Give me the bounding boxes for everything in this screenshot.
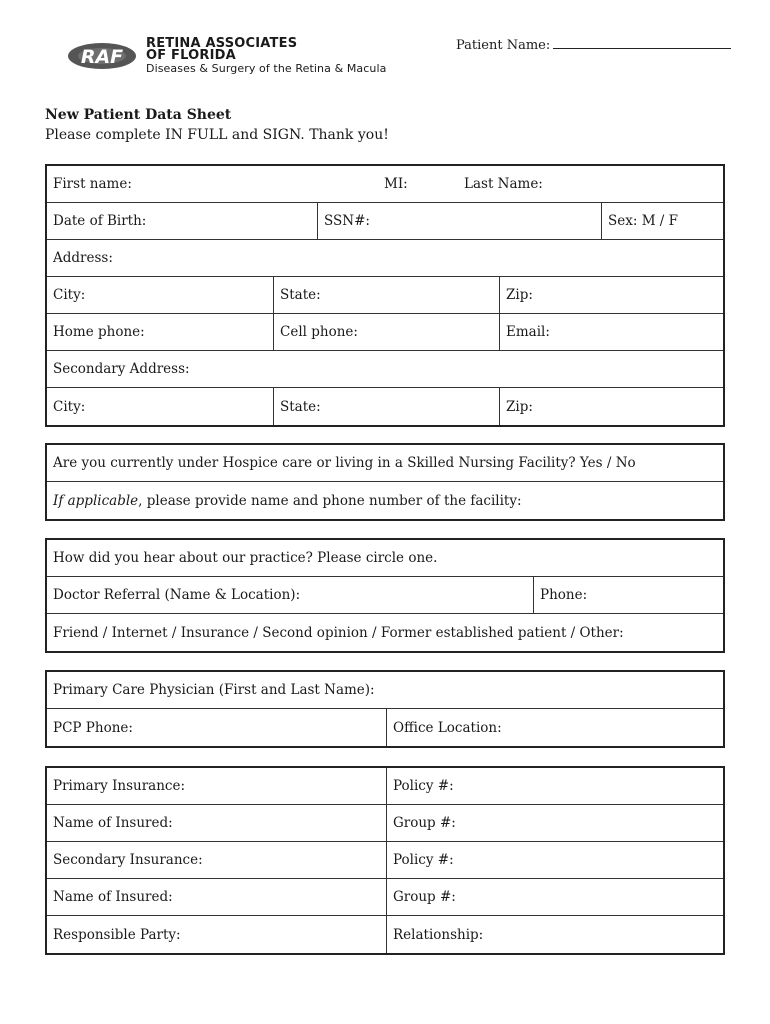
practice-logo bbox=[66, 36, 426, 80]
pcp-name-row bbox=[47, 672, 723, 709]
responsible-party-field[interactable]: Responsible Party: bbox=[53, 926, 181, 943]
pcp-phone-field[interactable]: PCP Phone: bbox=[53, 719, 133, 736]
relationship-field[interactable]: Relationship: bbox=[386, 916, 723, 953]
patient-name-line[interactable] bbox=[553, 37, 731, 49]
hospice-question-row bbox=[47, 445, 723, 482]
name-row bbox=[47, 166, 723, 203]
form-title: New Patient Data Sheet bbox=[45, 107, 232, 123]
pcp-section bbox=[45, 670, 725, 748]
referral-question-row bbox=[47, 540, 723, 577]
email-field[interactable]: Email: bbox=[499, 314, 723, 350]
hospice-section bbox=[45, 443, 725, 521]
last-name-field[interactable]: Last Name: bbox=[464, 176, 543, 192]
secondary-group-field[interactable]: Group #: bbox=[386, 879, 723, 915]
primary-insurance-field[interactable]: Primary Insurance: bbox=[53, 778, 186, 794]
if-applicable-text: If applicable bbox=[53, 492, 139, 509]
facility-row bbox=[47, 482, 723, 519]
state-field[interactable]: State: bbox=[273, 277, 499, 313]
referral-section bbox=[45, 538, 725, 653]
dob-row bbox=[47, 203, 723, 240]
secondary-address-row bbox=[47, 351, 723, 388]
facility-prompt: , please provide name and phone number of the facility: bbox=[138, 492, 522, 509]
primary-group-field[interactable]: Group #: bbox=[386, 805, 723, 841]
demographics-section bbox=[45, 164, 725, 427]
doctor-referral-field[interactable]: Doctor Referral (Name & Location): bbox=[53, 587, 301, 603]
form-subtitle: Please complete IN FULL and SIGN. Thank you! bbox=[45, 127, 389, 143]
referral-options[interactable]: Friend / Internet / Insurance / Second opinion / Former established patient / Other: bbox=[53, 624, 624, 641]
hospice-question[interactable]: Are you currently under Hospice care or living in a Skilled Nursing Facility? Yes / No bbox=[53, 455, 636, 471]
primary-insured-field[interactable]: Name of Insured: bbox=[53, 815, 173, 831]
insurance-section bbox=[45, 766, 725, 955]
address-row bbox=[47, 240, 723, 277]
primary-insurance-row bbox=[47, 768, 723, 805]
primary-policy-field[interactable]: Policy #: bbox=[386, 768, 723, 804]
raf-logo-icon bbox=[66, 36, 138, 76]
zip-field[interactable]: Zip: bbox=[499, 277, 723, 313]
secondary-insured-field[interactable]: Name of Insured: bbox=[53, 889, 173, 905]
patient-name-field[interactable] bbox=[456, 37, 731, 53]
logo-tagline: Diseases & Surgery of the Retina & Macula bbox=[146, 62, 387, 75]
cell-phone-field[interactable]: Cell phone: bbox=[273, 314, 499, 350]
sex-field[interactable]: Sex: M / F bbox=[601, 203, 723, 239]
pcp-phone-row bbox=[47, 709, 723, 746]
secondary-insured-row bbox=[47, 879, 723, 916]
referral-options-row bbox=[47, 614, 723, 651]
primary-insured-row bbox=[47, 805, 723, 842]
pcp-name-field[interactable]: Primary Care Physician (First and Last Name): bbox=[53, 682, 375, 698]
responsible-party-row bbox=[47, 916, 723, 953]
mi-field[interactable]: MI: bbox=[384, 176, 408, 192]
home-phone-field[interactable]: Home phone: bbox=[53, 324, 145, 340]
secondary-city-row bbox=[47, 388, 723, 425]
city-field[interactable]: City: bbox=[53, 287, 86, 303]
facility-field[interactable] bbox=[47, 482, 723, 519]
secondary-insurance-row bbox=[47, 842, 723, 879]
doctor-referral-row bbox=[47, 577, 723, 614]
ssn-field[interactable]: SSN#: bbox=[317, 203, 601, 239]
secondary-zip-field[interactable]: Zip: bbox=[499, 388, 723, 425]
first-name-field[interactable]: First name: bbox=[53, 176, 132, 192]
secondary-policy-field[interactable]: Policy #: bbox=[386, 842, 723, 878]
referral-phone-field[interactable]: Phone: bbox=[533, 577, 723, 613]
logo-line1: RETINA ASSOCIATES bbox=[146, 36, 298, 51]
referral-question: How did you hear about our practice? Please circle one. bbox=[53, 550, 438, 566]
secondary-state-field[interactable]: State: bbox=[273, 388, 499, 425]
office-location-field[interactable]: Office Location: bbox=[386, 709, 723, 746]
address-field[interactable]: Address: bbox=[53, 250, 113, 266]
secondary-address-field[interactable]: Secondary Address: bbox=[53, 361, 190, 377]
secondary-city-field[interactable]: City: bbox=[53, 398, 86, 415]
city-row bbox=[47, 277, 723, 314]
secondary-insurance-field[interactable]: Secondary Insurance: bbox=[53, 852, 203, 868]
logo-line2: OF FLORIDA bbox=[146, 48, 236, 63]
logo-mark: RAF bbox=[80, 46, 124, 68]
patient-name-label: Patient Name: bbox=[456, 38, 551, 53]
phone-row bbox=[47, 314, 723, 351]
dob-field[interactable]: Date of Birth: bbox=[53, 213, 147, 229]
